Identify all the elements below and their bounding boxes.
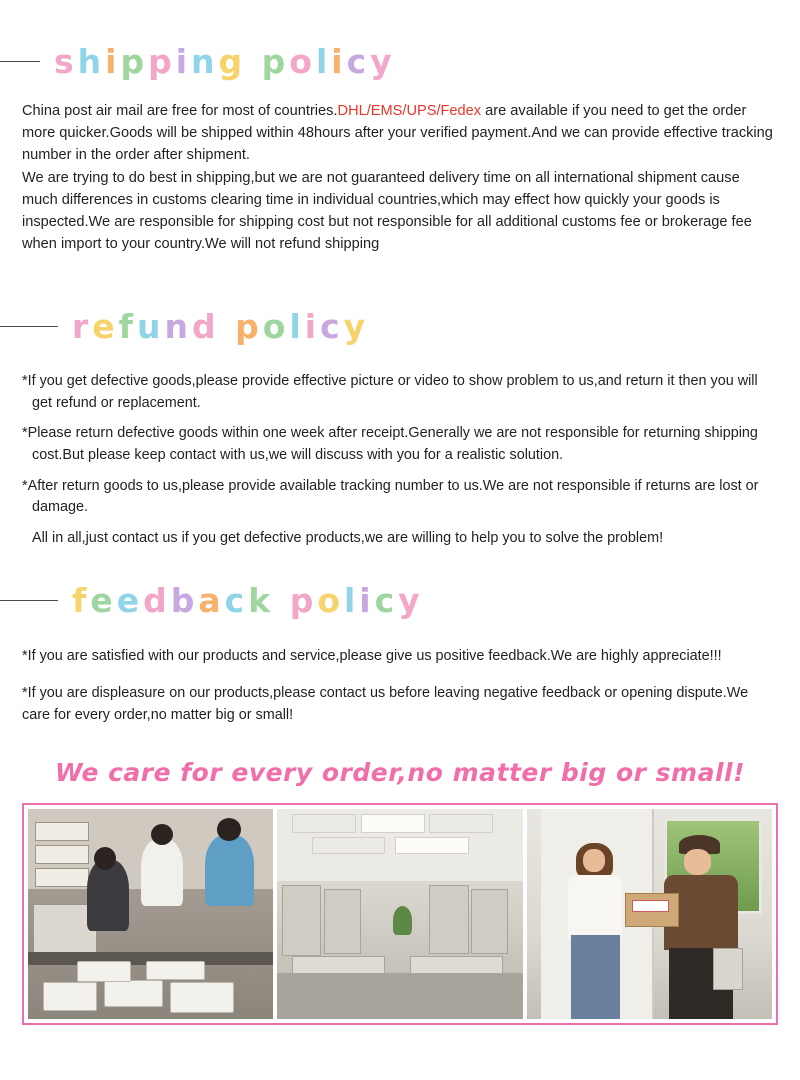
title-letter: l: [315, 41, 332, 81]
shipping-paragraph-2: We are trying to do best in shipping,but we are not guaranteed delivery time on all international shipment cause much differences in customs clearing time in individual countries,which may effect how quickly your goods is inspected.We are responsible for shipping cost but not responsible for all additional customs fee or brokerage fee when import to your country.We will not refund shipping: [22, 169, 752, 253]
title-letter: k: [248, 580, 275, 620]
title-letter: a: [198, 580, 225, 620]
photo1-shelf: [35, 845, 89, 864]
title-letter: d: [143, 580, 171, 620]
photo3-customer-jeans: [571, 935, 620, 1019]
photo3-customer-face: [583, 849, 605, 872]
title-letter: p: [148, 41, 176, 81]
refund-item-2: *Please return defective goods within one week after receipt.Generally we are not responsible for returning shipping cost.But please keep contact with us,we will discuss with you for a realistic solution.: [22, 425, 758, 464]
photo1-mailer: [43, 982, 97, 1011]
photo3-clipboard: [713, 948, 742, 990]
shipping-p1-after: are available if you need to get the order more quicker.Goods will be shipped within 48hours after your verified payment.And we can provide effective tracking number in the order after shipment.: [22, 103, 773, 164]
photo-strip: [22, 803, 778, 1025]
feedback-title: [58, 580, 438, 620]
photo1-mailer: [170, 982, 234, 1014]
title-letter: s: [54, 41, 78, 81]
care-banner: We care for every order,no matter big or small!: [54, 758, 746, 788]
photo2-cabinet: [324, 889, 361, 954]
title-letter: o: [262, 306, 290, 346]
photo3-courier-face: [684, 849, 711, 874]
title-letter: r: [72, 306, 93, 346]
photo2-ceiling-tile: [429, 814, 493, 833]
feedback-item-2: *If you are displeasure on our products,please contact us before leaving negative feedback or opening dispute.We care for every order,no matter big or small!: [22, 684, 749, 724]
title-letter: o: [289, 41, 316, 81]
shipping-p1-before: China post air mail are free for most of countries.: [22, 103, 338, 119]
refund-title: [58, 306, 383, 346]
refund-body: [0, 371, 800, 549]
photo2-plant: [393, 906, 413, 935]
feedback-body: [0, 645, 800, 726]
photo2-ceiling-tile: [292, 814, 356, 833]
photo2-cabinet: [471, 889, 508, 954]
title-letter: [220, 310, 236, 343]
title-letter: c: [346, 41, 371, 81]
refund-item-4: All in all,just contact us if you get defective products,we are willing to help you to solve the problem!: [32, 529, 664, 546]
photo1-person: [87, 860, 129, 931]
heading-rule-left: [0, 326, 58, 327]
photo2-ceiling-tile: [312, 837, 386, 854]
title-letter: [246, 45, 262, 78]
title-letter: f: [72, 580, 91, 620]
title-letter: p: [261, 41, 290, 81]
photo1-mailer: [77, 961, 131, 982]
carrier-names: DHL/EMS/UPS/Fedex: [337, 103, 482, 119]
title-letter: o: [317, 580, 344, 620]
title-letter: g: [218, 41, 247, 81]
title-letter: b: [170, 580, 199, 620]
title-letter: f: [118, 306, 138, 346]
title-letter: i: [304, 306, 321, 346]
title-letter: p: [235, 306, 263, 346]
photo2-ceiling-tile: [395, 837, 469, 854]
shipping-heading: [0, 34, 800, 88]
title-letter: c: [374, 580, 399, 620]
photo1-shelf: [35, 822, 89, 841]
shipping-paragraph-1: [22, 100, 778, 167]
refund-item-3: *After return goods to us,please provide available tracking number to us.We are not responsible if returns are lost or damage.: [22, 477, 759, 516]
title-letter: p: [289, 580, 318, 620]
title-letter: l: [343, 580, 360, 620]
title-letter: l: [289, 306, 305, 346]
photo1-person: [205, 835, 254, 906]
title-letter: e: [90, 580, 117, 620]
title-letter: y: [370, 41, 396, 81]
photo2-floor: [277, 973, 522, 1019]
title-letter: n: [191, 41, 219, 81]
photo2-ceiling-tile: [361, 814, 425, 833]
refund-item-1: *If you get defective goods,please provide effective picture or video to show problem to us,and return it then you will get refund or replacement.: [22, 373, 758, 411]
feedback-heading: [0, 573, 800, 627]
photo1-mailer: [146, 961, 205, 980]
title-letter: e: [116, 580, 144, 620]
title-letter: h: [77, 41, 106, 81]
title-letter: c: [224, 580, 249, 620]
title-letter: e: [92, 306, 119, 346]
heading-rule-left: [0, 600, 58, 601]
photo1-mailer: [104, 980, 163, 1007]
warehouse-packing-photo: [28, 809, 273, 1019]
title-letter: u: [137, 306, 165, 346]
title-letter: i: [331, 41, 347, 81]
shipping-title: [40, 41, 410, 81]
photo2-cabinet: [282, 885, 321, 956]
shipping-body: [0, 100, 800, 255]
photo2-cabinet: [429, 885, 468, 954]
title-letter: y: [343, 306, 370, 346]
feedback-item-1: *If you are satisfied with our products and service,please give us positive feedback.We are highly appreciate!!!: [22, 648, 722, 665]
photo1-person: [141, 839, 183, 906]
photo3-customer-top: [568, 875, 622, 938]
title-letter: i: [359, 580, 375, 620]
title-letter: [274, 584, 290, 617]
title-letter: i: [105, 41, 121, 81]
heading-rule-left: [0, 61, 40, 62]
title-letter: i: [175, 41, 192, 81]
photo1-person: [151, 824, 173, 845]
title-letter: y: [398, 580, 424, 620]
office-interior-photo: [277, 809, 522, 1019]
title-letter: p: [120, 41, 149, 81]
photo3-parcel-label: [632, 900, 669, 913]
title-letter: d: [192, 306, 220, 346]
courier-delivery-photo: [527, 809, 772, 1019]
title-letter: c: [320, 306, 344, 346]
refund-heading: [0, 299, 800, 353]
title-letter: n: [164, 306, 193, 346]
photo1-shelf: [35, 868, 89, 887]
